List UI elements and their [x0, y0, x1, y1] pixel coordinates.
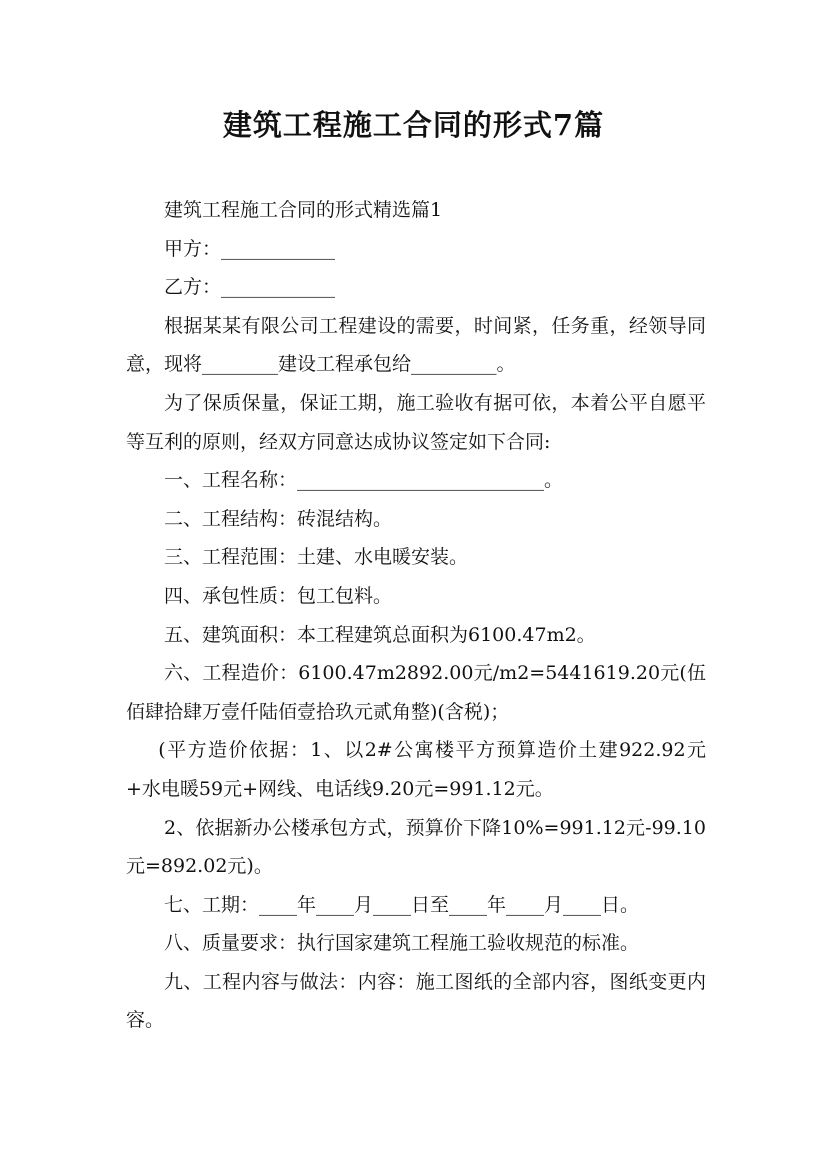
paragraph-price-reduction: 2、依据新办公楼承包方式，预算价下降10%=991.12元-99.10元=892.02元)。 [126, 816, 706, 878]
document-body [126, 191, 706, 1040]
clause-content-method: 九、工程内容与做法：内容：施工图纸的全部内容，图纸变更内容。 [126, 970, 706, 1032]
clause-duration: 七、工期：____年____月____日至____年____月____日。 [164, 893, 640, 916]
clause-contract-nature: 四、承包性质：包工包料。 [164, 584, 393, 607]
clause-project-structure: 二、工程结构：砖混结构。 [164, 507, 393, 530]
document-title: 建筑工程施工合同的形式7篇 [222, 108, 605, 142]
party-b-line: 乙方：____________ [164, 276, 336, 299]
paragraph-price-basis: (平方造价依据：1、以2#公寓楼平方预算造价土建922.92元+水电暖59元+网线、电话线9.20元=991.12元。 [126, 739, 706, 800]
clause-quality: 八、质量要求：执行国家建筑工程施工验收规范的标准。 [164, 932, 640, 955]
paragraph-purpose: 为了保质保量，保证工期，施工验收有据可依，本着公平自愿平等互利的原则，经双方同意达成协议签定如下合同: [126, 391, 706, 453]
clause-project-scope: 三、工程范围：土建、水电暖安装。 [164, 546, 469, 569]
section-heading: 建筑工程施工合同的形式精选篇1 [164, 199, 443, 221]
clause-project-cost: 六、工程造价：6100.47m2892.00元/m2=5441619.20元(伍佰肆拾肆万壹仟陆佰壹拾玖元贰角整)(含税)； [126, 662, 706, 723]
clause-building-area: 五、建筑面积：本工程建筑总面积为6100.47m2。 [164, 623, 596, 646]
clause-project-name: 一、工程名称：__________________________。 [164, 469, 564, 492]
party-a-line: 甲方：____________ [164, 237, 336, 260]
paragraph-background: 根据某某有限公司工程建设的需要，时间紧，任务重，经领导同意，现将________建设工程承包给_________。 [126, 314, 706, 376]
